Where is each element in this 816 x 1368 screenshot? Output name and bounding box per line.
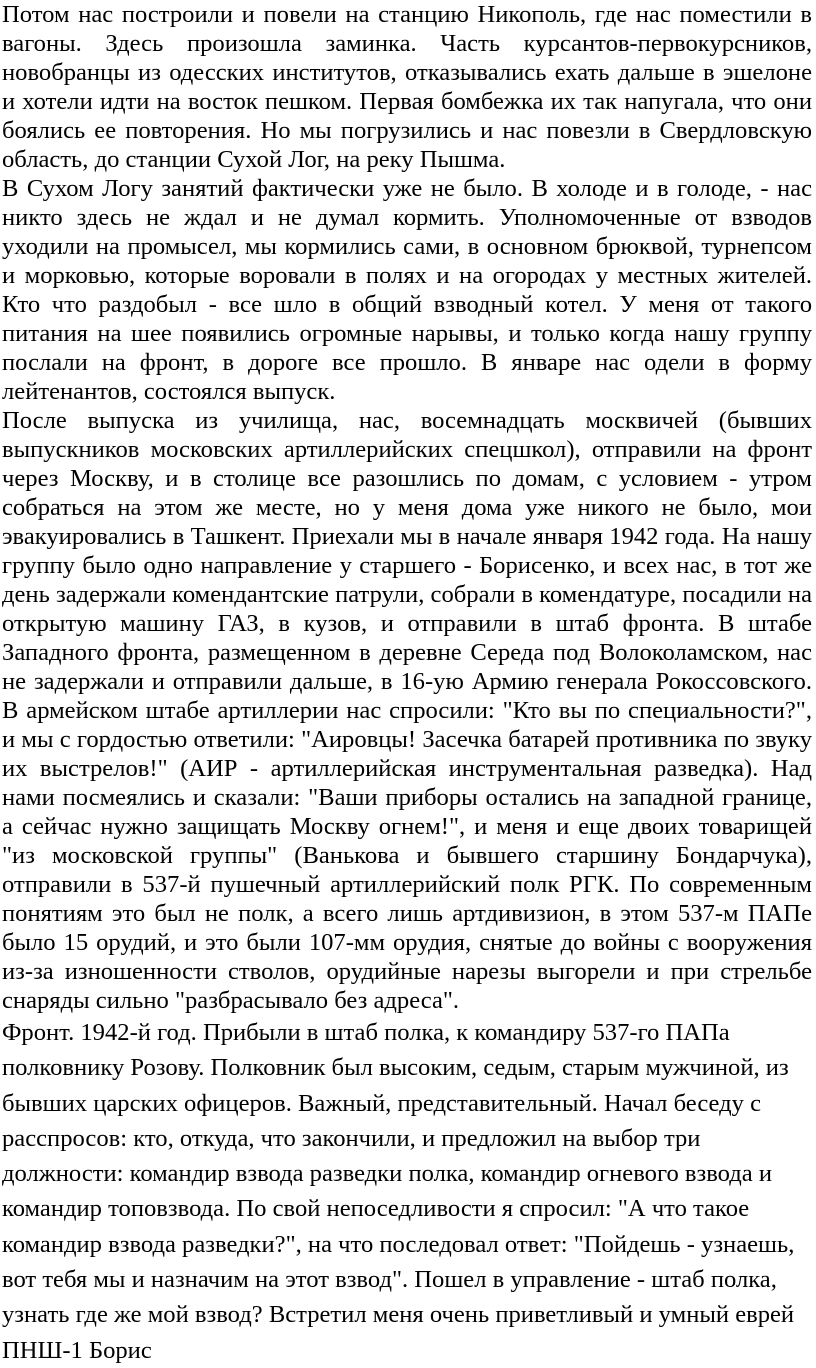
paragraph-2: В Сухом Логу занятий фактически уже не было. В холоде и в голоде, - нас никто здесь не ждал и не думал кормить. Уполномоченные от взводов уходили на промысел, мы кормились сами, в основном брюквой, турнепсом и морковью, которые воровали в полях и на огородах у местных жителей. Кто что раздобыл - все шло в общий взводный котел. У меня от такого питания на шее появились огромные нарывы, и только когда нашу группу послали на фронт, в дороге все прошло. В январе нас одели в форму лейтенантов, состоялся выпуск. xyxy=(2,175,812,405)
document-page xyxy=(2,0,812,1368)
paragraph-3: После выпуска из училища, нас, восемнадцать москвичей (бывших выпускников московских артиллерийских спецшкол), отправили на фронт через Москву, и в столице все разошлись по домам, с условием - утром собраться на этом же месте, но у меня дома уже никого не было, мои эвакуировались в Ташкент. Приехали мы в начале января 1942 года. На нашу группу было одно направление у старшего - Борисенко, и всех нас, в тот же день задержали комендантские патрули, собрали в комендатуре, посадили на открытую машину ГАЗ, в кузов, и отправили в штаб фронта. В штабе Западного фронта, размещенном в деревне Середа под Волоколамском, нас не задержали и отправили дальше, в 16-ую Армию генерала Рокоссовского. В армейском штабе артиллерии нас спросили: "Кто вы по специальности?", и мы с гордостью ответили: "Аировцы! Засечка батарей противника по звуку их выстрелов!" (АИР - артиллерийская инструментальная разведка). Над нами посмеялись и сказали: "Ваши приборы остались на западной границе, а сейчас нужно защищать Москву огнем!", и меня и еще двоих товарищей "из московской группы" (Ванькова и бывшего старшину Бондарчука), отправили в 537-й пушечный артиллерийский полк РГК. По современным понятиям это был не полк, а всего лишь артдивизион, в этом 537-м ПАПе было 15 орудий, и это были 107-мм орудия, снятые до войны с вооружения из-за изношенности стволов, орудийные нарезы выгорели и при стрельбе снаряды сильно "разбрасывало без адреса". xyxy=(2,407,812,1014)
paragraph-1: Потом нас построили и повели на станцию Никополь, где нас поместили в вагоны. Здесь произошла заминка. Часть курсантов-первокурсников, новобранцы из одесских институтов, отказывались ехать дальше в эшелоне и хотели идти на восток пешком. Первая бомбежка их так напугала, что они боялись ее повторения. Но мы погрузились и нас повезли в Свердловскую область, до станции Сухой Лог, на реку Пышма. xyxy=(2,1,812,173)
paragraph-4: Фронт. 1942-й год. Прибыли в штаб полка, к командиру 537-го ПАПа полковнику Розову. Полковник был высоким, седым, старым мужчиной, из бывших царских офицеров. Важный, представительный. Начал беседу с расспросов: кто, откуда, что закончили, и предложил на выбор три должности: командир взвода разведки полка, командир огневого взвода и командир топовзвода. По свой непоседливости я спросил: "А что такое командир взвода разведки?", на что последовал ответ: "Пойдешь - узнаешь, вот тебя мы и назначим на этот взвод". Пошел в управление - штаб полка, узнать где же мой взвод? Встретил меня очень приветливый и умный еврей ПНШ-1 Борис xyxy=(2,1019,795,1364)
